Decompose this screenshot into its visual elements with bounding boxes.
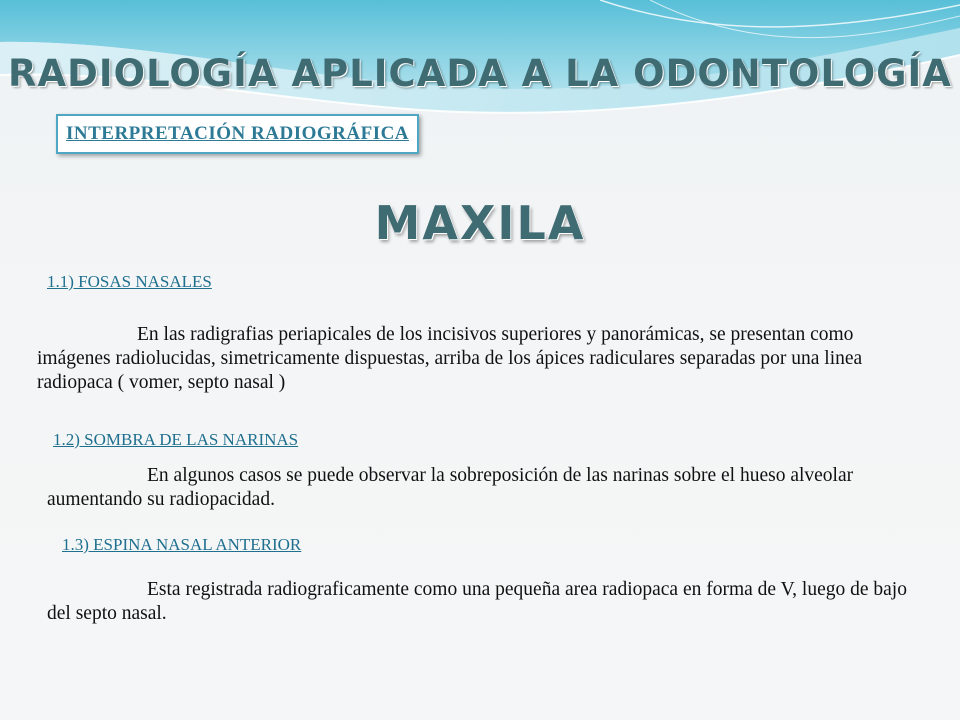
slide-title: RADIOLOGÍA APLICADA A LA ODONTOLOGÍA [8, 52, 952, 95]
section-heading: MAXILA [374, 196, 586, 250]
subtitle-box [56, 114, 419, 154]
section-title-espina-nasal: 1.3) ESPINA NASAL ANTERIOR [62, 535, 302, 554]
section-text-sombra-narinas: En algunos casos se puede observar la sobreposición de las narinas sobre el hueso alveolar aumentando su radiopacidad. [47, 465, 854, 510]
subtitle-text: INTERPRETACIÓN RADIOGRÁFICA [66, 123, 410, 144]
section-text-espina-nasal: Esta registrada radiograficamente como una pequeña area radiopaca en forma de V, luego de bajo del septo nasal. [47, 579, 907, 624]
section-text-fosas-nasales: En las radigrafias periapicales de los incisivos superiores y panorámicas, se presentan como imágenes radiolucidas, simetricamente dispuestas, arriba de los ápices radiculares separadas por una linea radiopaca ( vomer, septo nasal ) [37, 324, 863, 393]
section-title-sombra-narinas: 1.2) SOMBRA DE LAS NARINAS [53, 430, 299, 449]
section-title-fosas-nasales: 1.1) FOSAS NASALES [47, 272, 212, 291]
